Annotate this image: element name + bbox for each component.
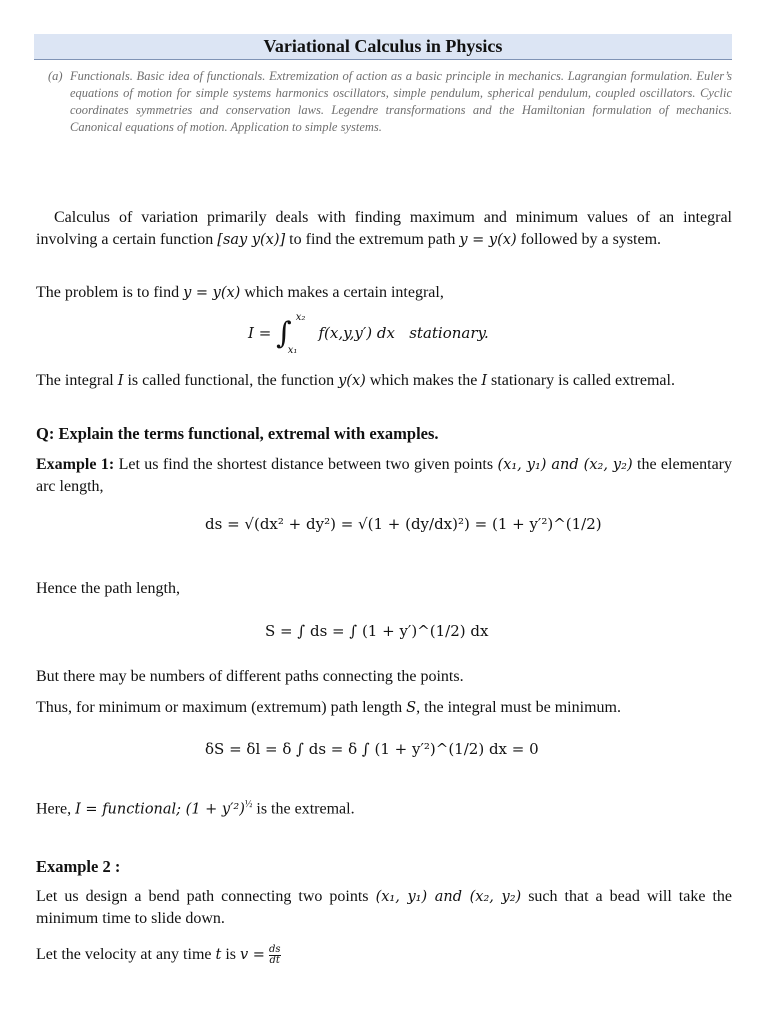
lower-limit: x₁ (287, 345, 298, 356)
problem-paragraph (36, 282, 732, 304)
extremum-math: S (406, 700, 417, 716)
paths-paragraph: But there may be numbers of different paths connecting the points. (36, 668, 464, 685)
extremum-text-2: , the integral must be minimum. (416, 699, 621, 716)
example1-label: Example 1: (36, 456, 115, 473)
extremum-paragraph (36, 697, 732, 719)
here-text-2: is the extremal. (256, 800, 355, 818)
upper-limit: x₂ (295, 312, 306, 323)
def-text-2: is called functional, the function (127, 372, 335, 389)
abstract-tag: (a) (48, 69, 63, 83)
velocity-paragraph (36, 944, 732, 966)
eq1-lhs: I = (248, 324, 272, 342)
example2-label: Example 2 : (36, 857, 121, 876)
velocity-math-t: t (215, 947, 222, 963)
here-text-1: Here, (36, 800, 72, 818)
velocity-fraction: $\frac{ds}{dt}$ (268, 943, 281, 966)
eq1-body: f(x,y,y′) dx (318, 324, 395, 342)
path-length-label: Hence the path length, (36, 580, 180, 597)
example2-text-1: Let us design a bend path connecting two points (36, 888, 369, 905)
equation-functional (248, 312, 489, 356)
def-math-2: y(x) (338, 373, 366, 389)
example2-paragraph (36, 886, 732, 930)
integral-limits (287, 312, 314, 356)
problem-math: y = y(x) (183, 285, 241, 301)
problem-text-1: The problem is to find (36, 284, 180, 301)
page-title: Variational Calculus in Physics (34, 34, 732, 60)
here-paragraph (36, 794, 732, 820)
question-heading: Q: Explain the terms functional, extremal with examples. (36, 424, 439, 443)
example1-points: (x₁, y₁) and (x₂, y₂) (497, 457, 633, 473)
integral-sign: ∫ (276, 316, 292, 351)
velocity-text-1: Let the velocity at any time (36, 946, 212, 963)
def-math-1: I (117, 373, 124, 389)
equation-path-length: S = ∫ ds = ∫ (1 + y′)^(1/2) dx (265, 622, 489, 640)
eq1-tail: stationary. (409, 324, 489, 342)
extremum-text-1: Thus, for minimum or maximum (extremum) path length (36, 699, 403, 716)
intro-paragraph (36, 207, 732, 251)
def-math-3: I (481, 373, 488, 389)
functional-definition (36, 370, 732, 392)
intro-text-2: to find the extremum path (289, 231, 456, 248)
intro-math-2: y = y(x) (459, 232, 517, 248)
velocity-text-2: is (225, 946, 236, 963)
equation-arc-length: ds = √(dx² + dy²) = √(1 + (dy/dx)²) = (1 + y′²)^(1/2) (205, 515, 602, 533)
abstract-text: Functionals. Basic idea of functionals. Extremization of action as a basic principle in mechanics. Lagrangian formulation. Euler’s equations of motion for simple systems harmonics oscillators, simple pendulum, spherical pendulum, coupled oscillators. Cyclic coordinates symmetries and conservation laws. Legendre transformations and the Hamiltonian formulation of mechanics. Canonical equations of motion. Application to simple systems. (70, 69, 732, 134)
intro-text-3: followed by a system. (520, 231, 662, 248)
problem-text-2: which makes a certain integral, (244, 284, 444, 301)
example1-text-2: the elementary arc length, (36, 456, 733, 495)
velocity-math: v = (240, 947, 265, 963)
syllabus-abstract (48, 68, 732, 136)
def-text-4: stationary is called extremal. (491, 372, 675, 389)
intro-text-1: Calculus of variation primarily deals with finding maximum and minimum values of an integral involving a certain function (36, 209, 732, 248)
def-text-3: which makes the (369, 372, 478, 389)
intro-math-1: [say y(x)] (217, 232, 286, 248)
example1-text-1: Let us find the shortest distance between two given points (118, 456, 494, 473)
here-math: I = functional; (1 + y′²) (75, 801, 245, 818)
def-text-1: The integral (36, 372, 114, 389)
example1-paragraph (36, 454, 732, 498)
example2-text-2: such that a bead will take the minimum time to slide down. (36, 888, 733, 927)
example2-points: (x₁, y₁) and (x₂, y₂) (375, 889, 522, 905)
equation-variation: δS = δl = δ ∫ ds = δ ∫ (1 + y′²)^(1/2) dx = 0 (205, 740, 539, 758)
here-exponent: ½ (244, 799, 253, 810)
